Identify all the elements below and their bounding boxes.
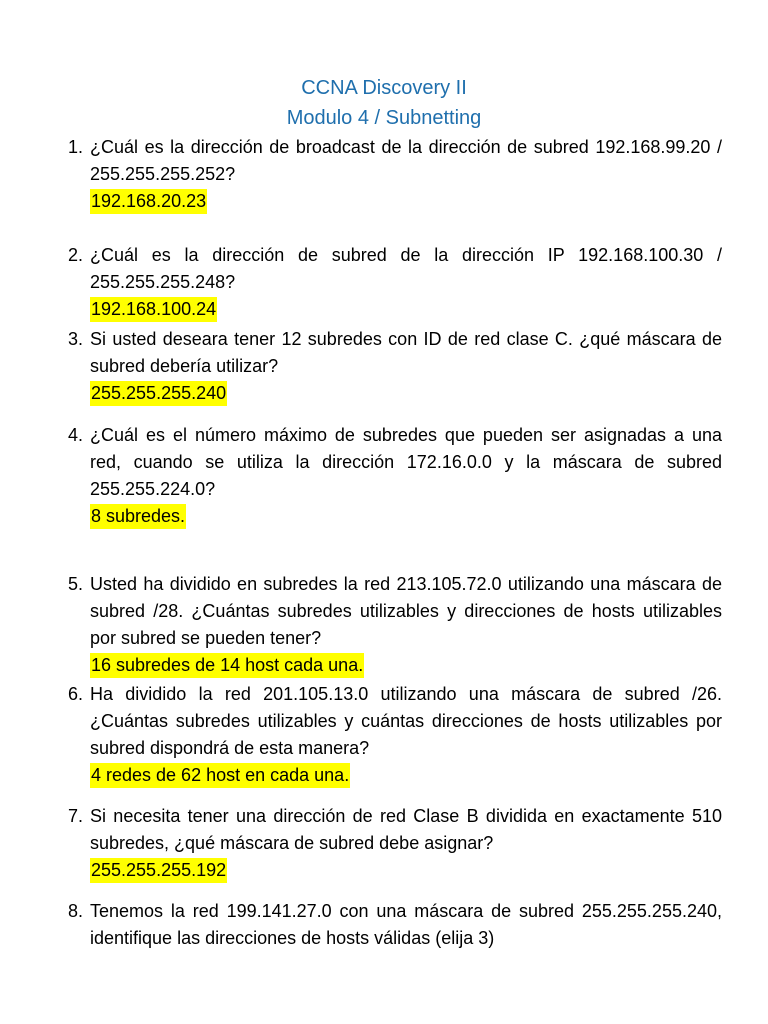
question-text: Tenemos la red 199.141.27.0 con una máscara de subred 255.255.255.240, identifique las direcciones de hosts válidas (elija 3) [90, 901, 722, 948]
question-3 [68, 326, 722, 407]
question-text: Si usted deseara tener 12 subredes con ID de red clase C. ¿qué máscara de subred debería utilizar? [90, 329, 722, 376]
question-number: 5. [68, 574, 84, 594]
question-6 [68, 681, 722, 789]
question-1 [68, 134, 722, 215]
question-8 [68, 898, 722, 952]
document-title: CCNA Discovery II [301, 77, 467, 99]
question-text: ¿Cuál es la dirección de subred de la dirección IP 192.168.100.30 / 255.255.255.248? [90, 245, 722, 292]
question-number: 7. [68, 806, 84, 826]
answer-highlight: 255.255.255.192 [90, 858, 227, 883]
answer-highlight: 192.168.20.23 [90, 189, 207, 214]
question-number: 8. [68, 901, 84, 921]
question-number: 1. [68, 137, 84, 157]
document-subtitle: Modulo 4 / Subnetting [286, 107, 482, 129]
question-number: 2. [68, 245, 84, 265]
answer-highlight: 16 subredes de 14 host cada una. [90, 653, 364, 678]
question-number: 6. [68, 684, 84, 704]
question-text: Si necesita tener una dirección de red Clase B dividida en exactamente 510 subredes, ¿qué máscara de subred debe asignar? [90, 806, 722, 853]
question-4 [68, 422, 722, 530]
answer-highlight: 8 subredes. [90, 504, 186, 529]
question-7 [68, 803, 722, 884]
question-text: ¿Cuál es la dirección de broadcast de la dirección de subred 192.168.99.20 / 255.255.255.252? [90, 137, 722, 184]
question-2 [68, 242, 722, 323]
question-text: ¿Cuál es el número máximo de subredes que pueden ser asignadas a una red, cuando se utiliza la dirección 172.16.0.0 y la máscara de subred 255.255.224.0? [90, 425, 722, 499]
answer-highlight: 192.168.100.24 [90, 297, 217, 322]
question-number: 4. [68, 425, 84, 445]
question-number: 3. [68, 329, 84, 349]
question-text: Usted ha dividido en subredes la red 213.105.72.0 utilizando una máscara de subred /28. ¿Cuántas subredes utilizables y direcciones de hosts utilizables por subred se pueden tener? [90, 574, 722, 648]
question-text: Ha dividido la red 201.105.13.0 utilizando una máscara de subred /26. ¿Cuántas subredes utilizables y cuántas direcciones de hosts utilizables por subred dispondrá de esta manera? [90, 684, 722, 758]
question-5 [68, 571, 722, 679]
answer-highlight: 255.255.255.240 [90, 381, 227, 406]
answer-highlight: 4 redes de 62 host en cada una. [90, 763, 350, 788]
